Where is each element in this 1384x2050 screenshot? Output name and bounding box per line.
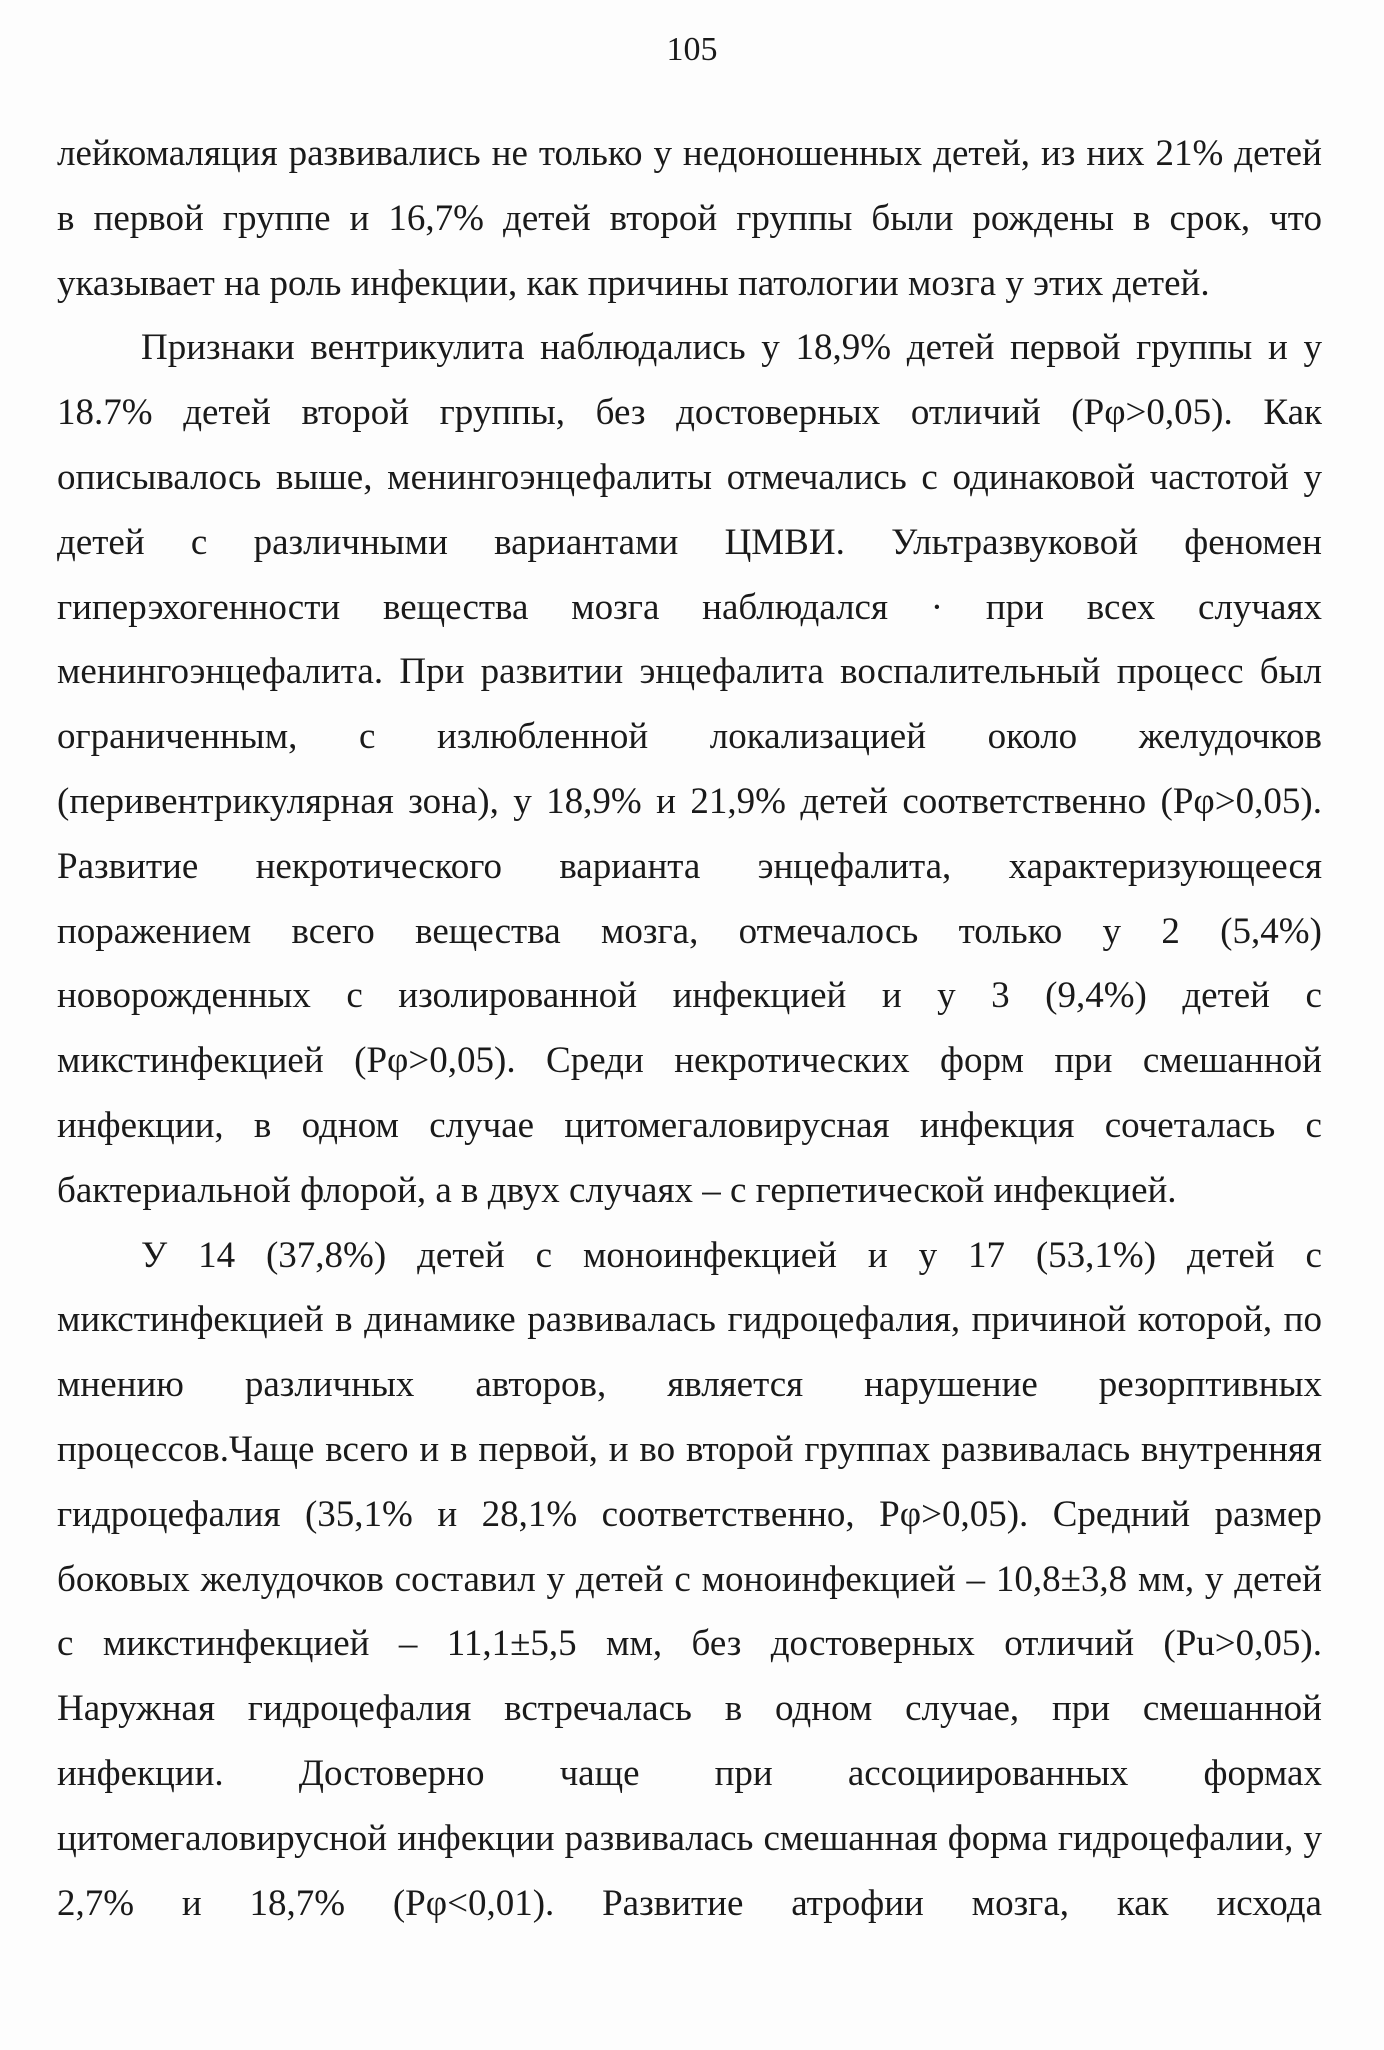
body-text xyxy=(57,122,1322,1936)
text-line: У 14 (37,8%) детей с моноинфекцией и у 17 (53,1%) детей с xyxy=(141,1234,1322,1276)
text-line: мнению различных авторов, является нарушение резорптивных xyxy=(57,1364,1322,1406)
paragraph xyxy=(57,316,1322,1223)
text-line: описывалось выше, менингоэнцефалиты отмечались с одинаковой частотой у xyxy=(57,456,1322,498)
paragraph xyxy=(57,122,1322,316)
text-line: инфекции, в одном случае цитомегаловирусная инфекция сочеталась с xyxy=(57,1104,1322,1146)
text-line: 18.7% детей второй группы, без достоверных отличий (Рφ>0,05). Как xyxy=(57,392,1322,434)
text-line: процессов.Чаще всего и в первой, и во второй группах развивалась внутренняя xyxy=(57,1428,1322,1470)
text-line: поражением всего вещества мозга, отмечалось только у 2 (5,4%) xyxy=(57,910,1322,952)
text-line: микстинфекцией (Рφ>0,05). Среди некротических форм при смешанной xyxy=(57,1040,1322,1082)
text-line: гиперэхогенности вещества мозга наблюдался · при всех случаях xyxy=(57,586,1322,628)
text-line: Признаки вентрикулита наблюдались у 18,9% детей первой группы и у xyxy=(141,327,1322,369)
text-line: (перивентрикулярная зона), у 18,9% и 21,9% детей соответственно (Рφ>0,05). xyxy=(57,780,1322,822)
text-line: боковых желудочков составил у детей с моноинфекцией – 10,8±3,8 мм, у детей xyxy=(57,1558,1322,1600)
text-line: детей с различными вариантами ЦМВИ. Ультразвуковой феномен xyxy=(57,521,1322,563)
text-line: ограниченным, с излюбленной локализацией около желудочков xyxy=(57,716,1322,758)
text-line: гидроцефалия (35,1% и 28,1% соответственно, Рφ>0,05). Средний размер xyxy=(57,1493,1322,1535)
page-number: 105 xyxy=(666,31,718,68)
text-line: инфекции. Достоверно чаще при ассоциированных формах xyxy=(57,1752,1322,1794)
text-line: бактериальной флорой, а в двух случаях – с герпетической инфекцией. xyxy=(57,1169,1177,1211)
text-line: Развитие некротического варианта энцефалита, характеризующееся xyxy=(57,845,1322,887)
text-line: новорожденных с изолированной инфекцией и у 3 (9,4%) детей с xyxy=(57,975,1322,1017)
text-line: указывает на роль инфекции, как причины патологии мозга у этих детей. xyxy=(57,262,1210,304)
text-line: микстинфекцией в динамике развивалась гидроцефалия, причиной которой, по xyxy=(57,1299,1322,1341)
text-line: Наружная гидроцефалия встречалась в одном случае, при смешанной xyxy=(57,1688,1322,1730)
paragraph xyxy=(57,1224,1322,1937)
text-line: цитомегаловирусной инфекции развивалась смешанная форма гидроцефалии, у xyxy=(57,1817,1322,1859)
text-line: менингоэнцефалита. При развитии энцефалита воспалительный процесс был xyxy=(57,651,1322,693)
text-line: 2,7% и 18,7% (Рφ<0,01). Развитие атрофии мозга, как исхода xyxy=(57,1882,1322,1924)
text-line: в первой группе и 16,7% детей второй группы были рождены в срок, что xyxy=(57,197,1322,239)
text-line: с микстинфекцией – 11,1±5,5 мм, без достоверных отличий (Рu>0,05). xyxy=(57,1623,1322,1665)
text-line: лейкомаляция развивались не только у недоношенных детей, из них 21% детей xyxy=(57,133,1322,174)
